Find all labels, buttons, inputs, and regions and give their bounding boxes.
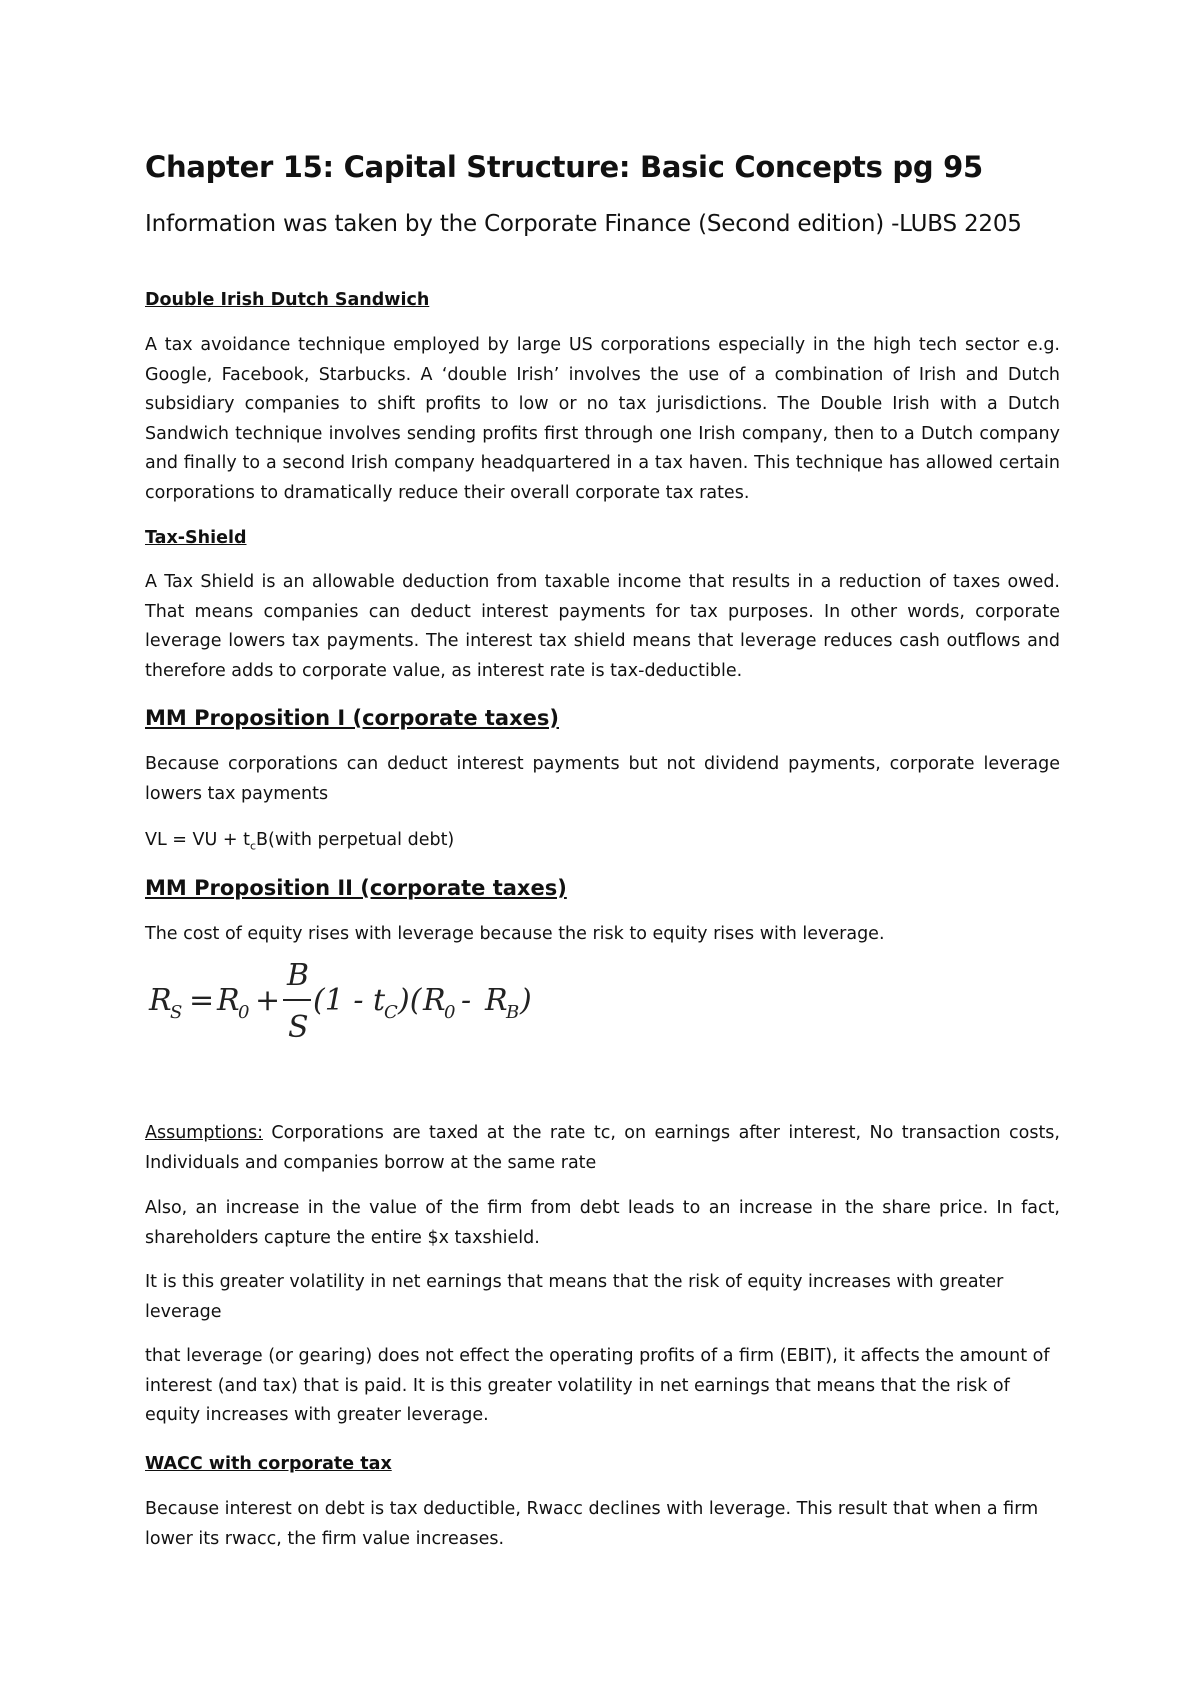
paragraph-mm-proposition-2: The cost of equity rises with leverage because the risk to equity rises with leverage. — [145, 924, 885, 944]
svg-text:-: - — [461, 983, 472, 1018]
paragraph-volatility: It is this greater volatility in net earnings that means that the risk of equity increases with greater leverage — [145, 1272, 1004, 1322]
svg-text:t: t — [373, 983, 386, 1018]
paragraph-share-price: Also, an increase in the value of the firm from debt leads to an increase in the share price. In fact, shareholders capture the entire $x taxshield. — [145, 1198, 1060, 1248]
paragraph-gearing: that leverage (or gearing) does not effect the operating profits of a firm (EBIT), it affects the amount of interest (and tax) that is paid. It is this greater volatility in net earnings that means that the risk of equity increases with greater leverage. — [145, 1346, 1050, 1425]
heading-mm-proposition-2: MM Proposition II (corporate taxes) — [145, 876, 567, 900]
cost-of-equity-equation — [145, 955, 545, 1045]
svg-text:): ) — [520, 983, 532, 1018]
svg-text:0: 0 — [444, 1002, 456, 1023]
heading-wacc: WACC with corporate tax — [145, 1454, 392, 1474]
svg-text:+: + — [255, 983, 281, 1018]
assumptions-label: Assumptions: — [145, 1123, 263, 1143]
heading-mm-proposition-1: MM Proposition I (corporate taxes) — [145, 706, 559, 730]
svg-text:C: C — [384, 1002, 398, 1023]
svg-text:(1 -: (1 - — [313, 983, 364, 1018]
svg-text:)(: )( — [398, 983, 422, 1018]
page-subtitle: Information was taken by the Corporate Finance (Second edition) -LUBS 2205 — [145, 211, 1022, 237]
formula-mm-proposition-1: VL = VU + $t_cB(with$ perpetual debt) — [145, 830, 455, 853]
svg-text:S: S — [170, 1002, 183, 1023]
svg-text:0: 0 — [238, 1002, 250, 1023]
paragraph-tax-shield: A Tax Shield is an allowable deduction from taxable income that results in a reduction of taxes owed. That means companies can deduct interest payments for tax purposes. In other words, corporate leverage lowers tax payments. The interest tax shield means that leverage reduces cash outflows and therefore adds to corporate value, as interest rate is tax-deductible. — [145, 572, 1060, 681]
svg-text:B: B — [506, 1002, 520, 1023]
paragraph-double-irish: A tax avoidance technique employed by large US corporations especially in the high tech sector e.g. Google, Facebook, Starbucks. A ‘double Irish’ involves the use of a combination of Irish and Dutch subsidiary companies to shift profits to low or no tax jurisdictions. The Double Irish with a Dutch Sandwich technique involves sending profits first through one Irish company, then to a Dutch company and finally to a second Irish company headquartered in a tax haven. This technique has allowed certain corporations to dramatically reduce their overall corporate tax rates. — [145, 335, 1060, 503]
paragraph-assumptions: Assumptions: Corporations are taxed at the rate tc, on earnings after interest, No transaction costs, Individuals and companies borrow at the same rate — [145, 1123, 1060, 1173]
svg-text:R: R — [149, 983, 172, 1018]
page-title: Chapter 15: Capital Structure: Basic Concepts pg 95 — [145, 150, 983, 184]
svg-text:B: B — [287, 958, 310, 993]
svg-text:R: R — [423, 983, 446, 1018]
heading-double-irish: Double Irish Dutch Sandwich — [145, 290, 430, 310]
heading-tax-shield: Tax-Shield — [145, 528, 247, 548]
paragraph-wacc: Because interest on debt is tax deductible, Rwacc declines with leverage. This result that when a firm lower its rwacc, the firm value increases. — [145, 1499, 1039, 1549]
svg-text:=: = — [189, 983, 215, 1018]
svg-text:R: R — [485, 983, 508, 1018]
svg-text:S: S — [288, 1010, 309, 1045]
paragraph-mm-proposition-1: Because corporations can deduct interest payments but not dividend payments, corporate leverage lowers tax payments — [145, 754, 1060, 804]
svg-text:R: R — [217, 983, 240, 1018]
